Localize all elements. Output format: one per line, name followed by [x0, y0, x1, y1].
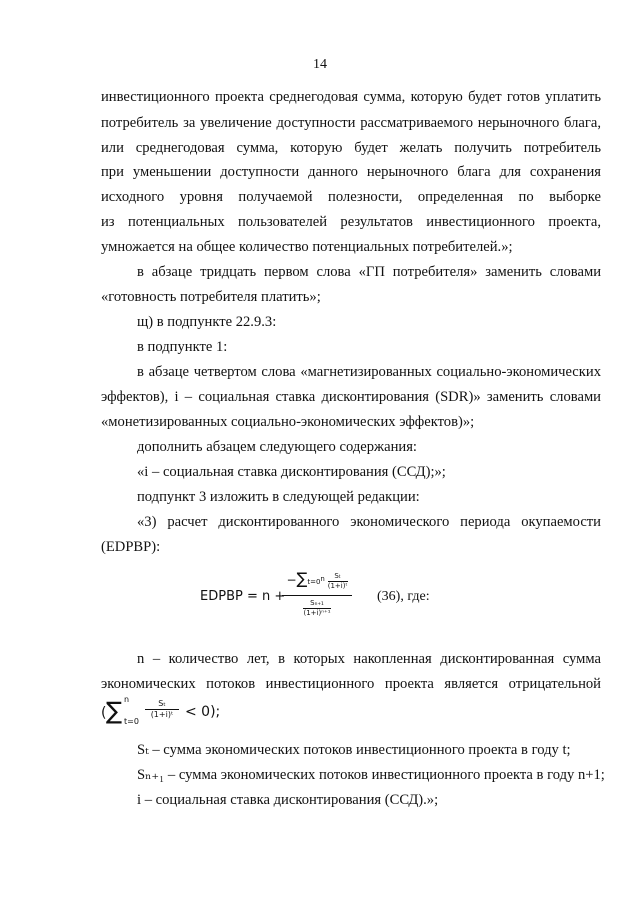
paragraph-line: n – количество лет, в которых накопленная дисконтированная сумма [137, 651, 601, 667]
denominator-1: (1+i)ᵗ [327, 582, 348, 590]
denominator-2: (1+i)ⁿ⁺¹ [303, 609, 331, 617]
open-paren: ( [101, 705, 107, 721]
st-symbol: Sₜ [334, 572, 341, 580]
st-symbol: Sₜ [158, 699, 166, 708]
paragraph-line: щ) в подпункте 22.9.3: [137, 314, 277, 330]
paragraph-line: умножается на общее количество потенциальных потребителей.»; [101, 239, 513, 255]
paragraph-line: подпункт 3 изложить в следующей редакции: [137, 489, 420, 505]
paragraph-line: «3) расчет дисконтированного экономического периода окупаемости [137, 514, 601, 530]
sum-upper-limit: n [124, 695, 130, 704]
paragraph-line: из потенциальных пользователей результатов инвестиционного проекта, [101, 214, 601, 230]
sigma-symbol: ∑ [296, 569, 308, 588]
paragraph-line: Sₙ₊₁ – сумма экономических потоков инвестиционного проекта в году n+1; [137, 767, 605, 783]
minus-sign: − [286, 573, 297, 587]
edpbp-formula [200, 566, 460, 630]
paragraph-line: инвестиционного проекта среднегодовая сумма, которую будет готов уплатить [101, 89, 601, 105]
paragraph-line: экономических потоков инвестиционного проекта является отрицательной [101, 676, 601, 692]
sum-upper-limit: n [320, 575, 325, 583]
paragraph-line: «i – социальная ставка дисконтирования (ССД);»; [137, 464, 446, 480]
page-number: 14 [313, 57, 327, 72]
formula-lhs: EDPBP = n + [200, 589, 286, 604]
paragraph-line: в подпункте 1: [137, 339, 228, 355]
inequality-tail: < 0); [185, 704, 221, 720]
fraction-numerator [282, 566, 352, 595]
inner-fraction-1 [328, 572, 348, 591]
paragraph-line: потребитель за увеличение доступности рассматриваемого нерыночного блага, [101, 115, 601, 131]
formula-fraction [282, 566, 352, 618]
main-fraction-bar [282, 595, 352, 596]
inner-fraction-2 [303, 599, 330, 618]
paragraph-line: дополнить абзацем следующего содержания: [137, 439, 417, 455]
paragraph-line: Sₜ – сумма экономических потоков инвестиционного проекта в году t; [137, 742, 571, 758]
sigma-symbol: ∑ [106, 697, 123, 725]
paragraph-line: эффектов), i – социальная ставка дисконтирования (SDR)» заменить словами [101, 389, 601, 405]
sum-lower-limit: t=0 [124, 717, 139, 726]
paragraph-line: «готовность потребителя платить»; [101, 289, 321, 305]
inline-fraction [145, 699, 179, 720]
denominator: (1+i)ᵗ [145, 709, 179, 720]
paragraph-line: в абзаце четвертом слова «магнетизированных социально-экономических [137, 364, 601, 380]
paragraph-line: исходного уровня получаемой полезности, определенная по выборке [101, 189, 601, 205]
paragraph-line: (EDPBP): [101, 539, 161, 555]
paragraph-line: при уменьшении доступности данного нерыночного блага для сохранения [101, 164, 601, 180]
formula-label: (36), где: [377, 589, 430, 604]
paragraph-line: i – социальная ставка дисконтирования (ССД).»; [137, 792, 439, 808]
sum-lower-limit: t=0 [307, 578, 321, 586]
sn1-symbol: Sₙ₊₁ [310, 599, 324, 607]
paragraph-line: или среднегодовая сумма, которую будет желать получить потребитель [101, 140, 601, 156]
paragraph-line: в абзаце тридцать первом слова «ГП потребителя» заменить словами [137, 264, 601, 280]
paragraph-line: «монетизированных социально-экономических эффектов)»; [101, 414, 475, 430]
